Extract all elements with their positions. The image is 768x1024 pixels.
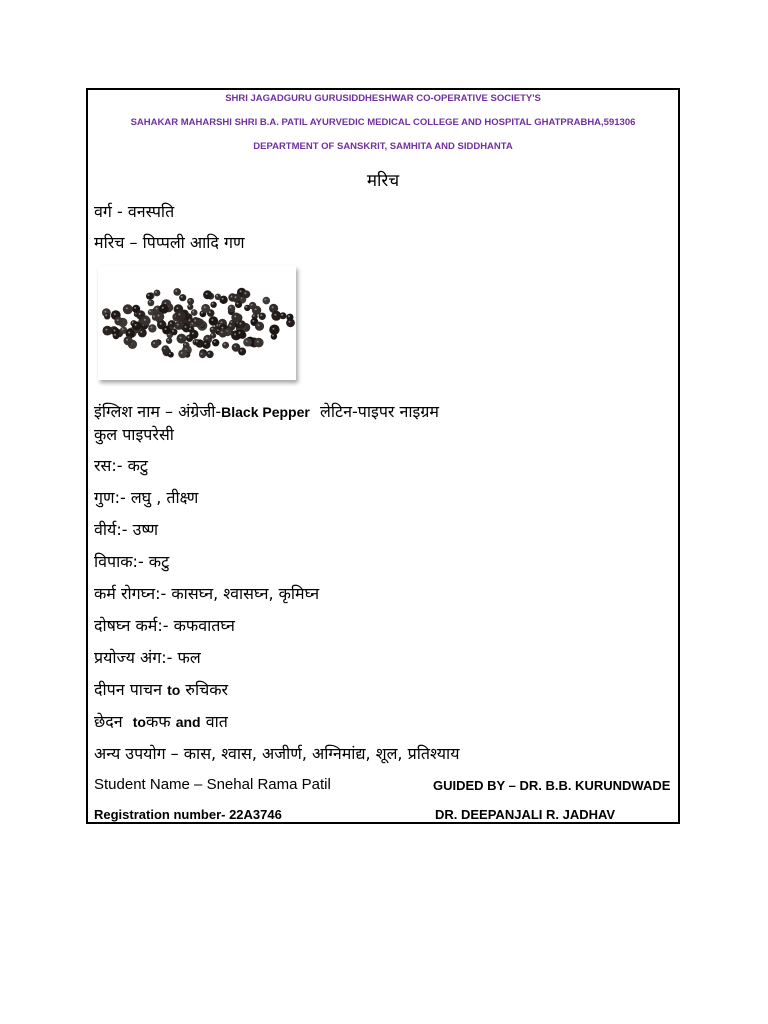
peppercorn-icon <box>236 329 245 338</box>
peppercorn-highlight <box>184 343 186 345</box>
peppercorn-highlight <box>176 307 178 309</box>
peppercorn-icon <box>103 326 113 336</box>
peppercorn-icon <box>269 325 279 335</box>
peppercorn-icon <box>202 340 211 349</box>
peppercorn-highlight <box>189 299 191 301</box>
peppercorn-highlight <box>288 315 290 317</box>
peppercorn-highlight <box>144 319 146 321</box>
peppercorn-highlight <box>246 340 248 342</box>
society-heading: SHRI JAGADGURU GURUSIDDHESHWAR CO-OPERATIVE SOCIETY'S <box>225 93 541 104</box>
peppercorn-highlight <box>170 322 172 324</box>
peppercorn-icon <box>203 290 212 299</box>
peppercorn-highlight <box>211 334 213 336</box>
virya-line: वीर्य:- उष्ण <box>94 520 159 539</box>
peppercorn-highlight <box>149 310 151 312</box>
peppercorn-icon <box>243 290 251 298</box>
deepana-to: to <box>167 682 181 698</box>
peppercorn-icon <box>155 312 165 322</box>
peppercorn-icon <box>123 304 133 314</box>
peppercorn-highlight <box>240 290 242 292</box>
peppercorn-highlight <box>281 314 283 316</box>
rasa-line: रस:- कटु <box>94 456 148 475</box>
peppercorn-icon <box>195 339 201 345</box>
guided-by: GUIDED BY – DR. B.B. KURUNDWADE <box>433 778 671 793</box>
peppercorn-icon <box>188 326 195 333</box>
college-heading: SAHAKAR MAHARSHI SHRI B.A. PATIL AYURVEDIC MEDICAL COLLEGE AND HOSPITAL GHATPRABHA,591306 <box>130 117 636 128</box>
peppercorn-highlight <box>201 312 203 314</box>
peppercorn-highlight <box>189 328 191 330</box>
peppercorn-icon <box>173 288 181 296</box>
peppercorn-highlight <box>104 311 106 313</box>
peppercorn-highlight <box>181 296 183 298</box>
vipaka-line: विपाक:- कटु <box>94 552 170 571</box>
peppercorn-highlight <box>206 337 208 339</box>
peppercorn-highlight <box>149 301 151 303</box>
peppercorn-icon <box>154 290 161 297</box>
student-name: Student Name – Snehal Rama Patil <box>94 776 331 793</box>
peppercorn-icon <box>206 351 214 359</box>
peppercorn-highlight <box>177 324 179 326</box>
peppercorn-highlight <box>244 292 246 294</box>
peppercorn-highlight <box>192 311 194 313</box>
peppercorn-highlight <box>188 336 190 338</box>
peppercorn-highlight <box>175 290 177 292</box>
peppercorn-highlight <box>204 343 206 345</box>
peppercorn-highlight <box>272 306 274 308</box>
peppercorn-icon <box>191 309 198 316</box>
peppercorn-highlight <box>181 352 183 354</box>
peppercorn-highlight <box>126 339 128 341</box>
peppercorn-highlight <box>224 343 226 345</box>
peppercorn-icon <box>212 339 219 346</box>
peppercorn-icon <box>175 310 185 320</box>
chedana-line <box>94 710 228 732</box>
gana-line: मरिच – पिप्पली आदि गण <box>94 233 245 252</box>
peppercorn-highlight <box>148 294 150 296</box>
chedana-prefix: छेदन <box>94 712 123 731</box>
peppercorn-highlight <box>165 328 167 330</box>
peppercorn-highlight <box>222 298 224 300</box>
second-guide: DR. DEEPANJALI R. JADHAV <box>435 807 616 822</box>
peppercorn-highlight <box>229 325 231 327</box>
peppercorn-highlight <box>239 332 241 334</box>
peppercorn-icon <box>232 343 241 352</box>
peppercorn-highlight <box>162 307 164 309</box>
peppercorn-highlight <box>234 315 236 317</box>
peppercorn-highlight <box>156 308 158 310</box>
peppercorn-highlight <box>114 334 116 336</box>
peppercorn-highlight <box>208 352 210 354</box>
peppercorn-icon <box>286 314 293 321</box>
department-heading: DEPARTMENT OF SANSKRIT, SAMHITA AND SIDDHANTA <box>253 141 513 152</box>
peppercorn-highlight <box>122 328 124 330</box>
registration-number: Registration number- 22A3746 <box>94 807 282 822</box>
peppercorn-highlight <box>235 296 237 298</box>
peppercorn-highlight <box>237 303 239 305</box>
peppercorn-icon <box>228 305 236 313</box>
peppercorn-highlight <box>196 340 198 342</box>
peppercorn-highlight <box>158 315 160 317</box>
peppercorn-highlight <box>212 303 214 305</box>
peppercorn-highlight <box>117 319 119 321</box>
peppercorn-icon <box>148 309 154 315</box>
peppercorn-highlight <box>194 320 196 322</box>
peppercorn-highlight <box>178 313 180 315</box>
peppercorn-icon <box>263 297 271 305</box>
peppercorn-highlight <box>211 319 213 321</box>
peppercorn-highlight <box>272 328 274 330</box>
peppercorn-icon <box>243 338 252 347</box>
peppercorn-highlight <box>126 307 128 309</box>
peppercorn-icon <box>215 294 221 300</box>
peppercorn-highlight <box>216 295 218 297</box>
peppercorn-highlight <box>188 305 190 307</box>
peppercorn-icon <box>124 336 133 345</box>
peppercorn-icon <box>162 345 170 353</box>
peppercorn-icon <box>187 304 193 310</box>
peppercorn-icon <box>178 350 187 359</box>
peppercorn-icon <box>222 342 229 349</box>
chedana-to: to <box>132 714 146 730</box>
peppercorn-icon <box>218 329 227 338</box>
peppercorn-icon <box>174 321 183 330</box>
peppercorn-highlight <box>134 307 136 309</box>
peppercorn-highlight <box>150 326 152 328</box>
peppercorn-icon <box>177 334 187 344</box>
peppercorn-icon <box>210 326 217 333</box>
names-prefix: इंग्लिश नाम – अंग्रेजी- <box>94 402 222 421</box>
peppercorn-icon <box>235 301 242 308</box>
peppercorn-highlight <box>234 345 236 347</box>
peppercorn-highlight <box>201 353 203 355</box>
kula-line: कुल पाइपरेसी <box>94 425 174 444</box>
karma-line: कर्म रोगघ्न:- कासघ्न, श्वासघ्न, कृमिघ्न <box>94 584 320 603</box>
chedana-suffix: वात <box>205 712 228 731</box>
peppercorn-highlight <box>257 341 259 343</box>
other-uses-line: अन्य उपयोग – कास, श्वास, अजीर्ण, अग्निमांद्य, शूल, प्रतिश्याय <box>94 744 460 763</box>
peppercorn-highlight <box>289 321 291 323</box>
peppercorn-icon <box>168 352 174 358</box>
peppercorn-highlight <box>180 337 182 339</box>
peppercorn-icon <box>104 313 110 319</box>
english-name: Black Pepper <box>221 404 310 420</box>
deepana-line <box>94 678 228 700</box>
peppercorn-highlight <box>274 314 276 316</box>
peppercorn-icon <box>171 328 178 335</box>
peppercorn-highlight <box>164 347 166 349</box>
peppercorn-icon <box>201 304 210 313</box>
peppercorn-icon <box>255 322 264 331</box>
peppercorn-highlight <box>264 299 266 301</box>
peppercorn-icon <box>193 318 200 325</box>
peppercorn-icon <box>254 338 264 348</box>
peppercorn-highlight <box>221 327 223 329</box>
peppercorn-highlight <box>169 353 171 355</box>
peppercorn-highlight <box>135 324 137 326</box>
peppercorn-icon <box>209 316 219 326</box>
peppercorn-highlight <box>204 306 206 308</box>
peppercorn-icon <box>146 293 153 300</box>
peppercorn-icon <box>210 333 216 339</box>
guna-line: गुण:- लघु , तीक्ष्ण <box>94 488 199 507</box>
peppercorn-highlight <box>188 319 190 321</box>
peppercorn-highlight <box>114 330 116 332</box>
peppercorn-icon <box>249 302 257 310</box>
peppercorn-highlight <box>155 291 157 293</box>
black-pepper-photo <box>98 266 296 380</box>
peppercorn-highlight <box>160 323 162 325</box>
peppercorn-icon <box>151 340 159 348</box>
peppercorn-highlight <box>251 304 253 306</box>
peppercorn-highlight <box>245 306 247 308</box>
peppercorn-highlight <box>114 313 116 315</box>
peppercorn-icon <box>162 326 171 335</box>
peppercorn-icon <box>141 316 151 326</box>
peppercorn-highlight <box>240 350 242 352</box>
peppercorn-icon <box>114 317 123 326</box>
peppercorn-highlight <box>214 341 216 343</box>
names-line <box>94 400 439 422</box>
document-frame <box>86 88 680 824</box>
peppercorn-icon <box>280 312 287 319</box>
peppercorn-highlight <box>206 293 208 295</box>
varga-line: वर्ग - वनस्पति <box>94 202 175 221</box>
peppercorn-highlight <box>221 331 223 333</box>
peppercorn-highlight <box>105 314 107 316</box>
peppercorn-highlight <box>240 323 242 325</box>
deepana-prefix: दीपन पाचन <box>94 680 162 699</box>
peppercorn-icon <box>199 351 206 358</box>
peppercorn-highlight <box>167 339 169 341</box>
peppercorn-highlight <box>252 320 254 322</box>
peppercorn-highlight <box>172 330 174 332</box>
doshaghna-line: दोषघ्न कर्म:- कफवातघ्न <box>94 616 235 635</box>
peppercorn-highlight <box>230 306 232 308</box>
peppercorn-highlight <box>153 342 155 344</box>
peppercorn-highlight <box>258 324 260 326</box>
peppercorn-icon <box>132 321 141 330</box>
pepper-image <box>98 266 296 380</box>
peppercorn-icon <box>113 332 120 339</box>
peppercorn-icon <box>210 302 216 308</box>
peppercorn-icon <box>148 324 156 332</box>
peppercorn-highlight <box>128 332 130 334</box>
peppercorn-icon <box>186 335 193 342</box>
peppercorn-highlight <box>253 315 255 317</box>
peppercorn-highlight <box>105 329 107 331</box>
latin-name: लेटिन-पाइपर नाइग्रम <box>320 402 440 421</box>
prayojya-line: प्रयोज्य अंग:- फल <box>94 648 201 667</box>
chedana-mid: कफ <box>145 712 171 731</box>
peppercorn-icon <box>237 320 246 329</box>
peppercorn-icon <box>166 338 172 344</box>
peppercorn-highlight <box>211 328 213 330</box>
peppercorn-highlight <box>260 314 262 316</box>
chedana-and: and <box>175 714 201 730</box>
peppercorn-highlight <box>185 326 187 328</box>
page-title: मरिच <box>366 171 400 191</box>
peppercorn-icon <box>148 299 155 306</box>
peppercorn-icon <box>179 294 186 301</box>
peppercorn-highlight <box>139 313 141 315</box>
peppercorn-highlight <box>234 333 236 335</box>
peppercorn-icon <box>259 313 266 320</box>
deepana-suffix: रुचिकर <box>185 680 229 699</box>
